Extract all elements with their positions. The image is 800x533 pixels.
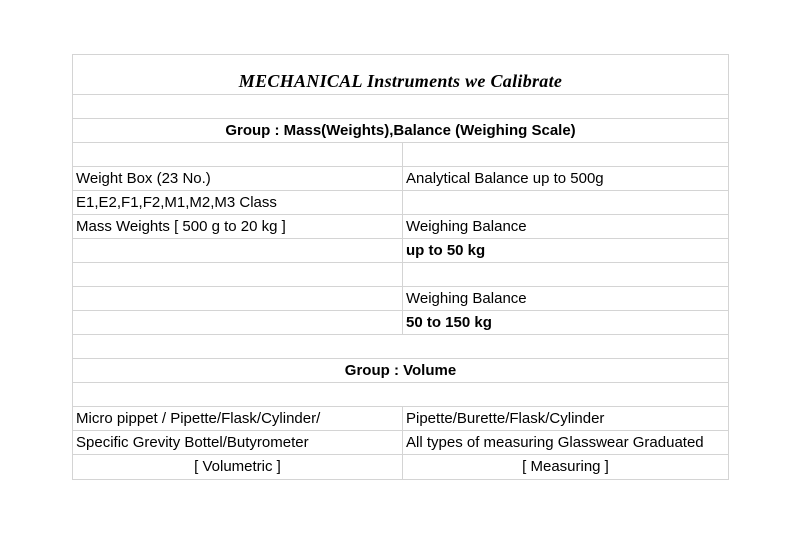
blank-row xyxy=(73,335,728,359)
mass-group-heading-row xyxy=(73,119,728,143)
left-cell[interactable]: E1,E2,F1,F2,M1,M2,M3 Class xyxy=(73,191,403,214)
empty-cell[interactable] xyxy=(73,383,728,406)
blank-row xyxy=(73,95,728,119)
left-cell[interactable] xyxy=(73,239,403,262)
table-row xyxy=(73,431,728,455)
table-row xyxy=(73,287,728,311)
table-row xyxy=(73,143,728,167)
title-row xyxy=(73,55,728,95)
blank-row xyxy=(73,383,728,407)
page-title[interactable]: MECHANICAL Instruments we Calibrate xyxy=(238,71,563,91)
left-cell[interactable]: Mass Weights [ 500 g to 20 kg ] xyxy=(73,215,403,238)
spreadsheet-table xyxy=(72,54,729,480)
volume-group-heading-row xyxy=(73,359,728,383)
left-cell[interactable] xyxy=(73,143,403,166)
right-cell[interactable]: 50 to 150 kg xyxy=(406,314,492,331)
table-row xyxy=(73,167,728,191)
right-cell[interactable]: Pipette/Burette/Flask/Cylinder xyxy=(406,410,605,427)
right-cell[interactable] xyxy=(403,143,728,166)
right-cell[interactable]: Weighing Balance xyxy=(406,290,527,307)
left-cell[interactable]: Specific Grevity Bottel/Butyrometer xyxy=(73,431,403,454)
table-row xyxy=(73,263,728,287)
left-cell[interactable] xyxy=(73,263,403,286)
left-cell[interactable] xyxy=(73,287,403,310)
table-row xyxy=(73,407,728,431)
left-cell[interactable] xyxy=(73,311,403,334)
right-cell[interactable]: [ Measuring ] xyxy=(522,458,609,475)
table-row xyxy=(73,191,728,215)
table-row xyxy=(73,215,728,239)
left-cell[interactable]: [ Volumetric ] xyxy=(73,455,403,479)
left-cell[interactable]: Micro pippet / Pipette/Flask/Cylinder/ xyxy=(73,407,403,430)
table-row xyxy=(73,455,728,479)
empty-cell[interactable] xyxy=(73,335,728,358)
right-cell[interactable]: up to 50 kg xyxy=(406,242,486,259)
volume-group-heading[interactable]: Group : Volume xyxy=(344,362,457,379)
table-row xyxy=(73,311,728,335)
right-cell[interactable] xyxy=(403,191,728,214)
right-cell[interactable]: All types of measuring Glasswear Graduated xyxy=(406,434,704,451)
right-cell[interactable]: Weighing Balance xyxy=(406,218,527,235)
left-cell[interactable]: Weight Box (23 No.) xyxy=(73,167,403,190)
empty-cell[interactable] xyxy=(73,95,728,118)
table-row xyxy=(73,239,728,263)
right-cell[interactable]: Analytical Balance up to 500g xyxy=(406,170,604,187)
mass-group-heading[interactable]: Group : Mass(Weights),Balance (Weighing Scale) xyxy=(225,122,576,139)
right-cell[interactable] xyxy=(403,263,728,286)
